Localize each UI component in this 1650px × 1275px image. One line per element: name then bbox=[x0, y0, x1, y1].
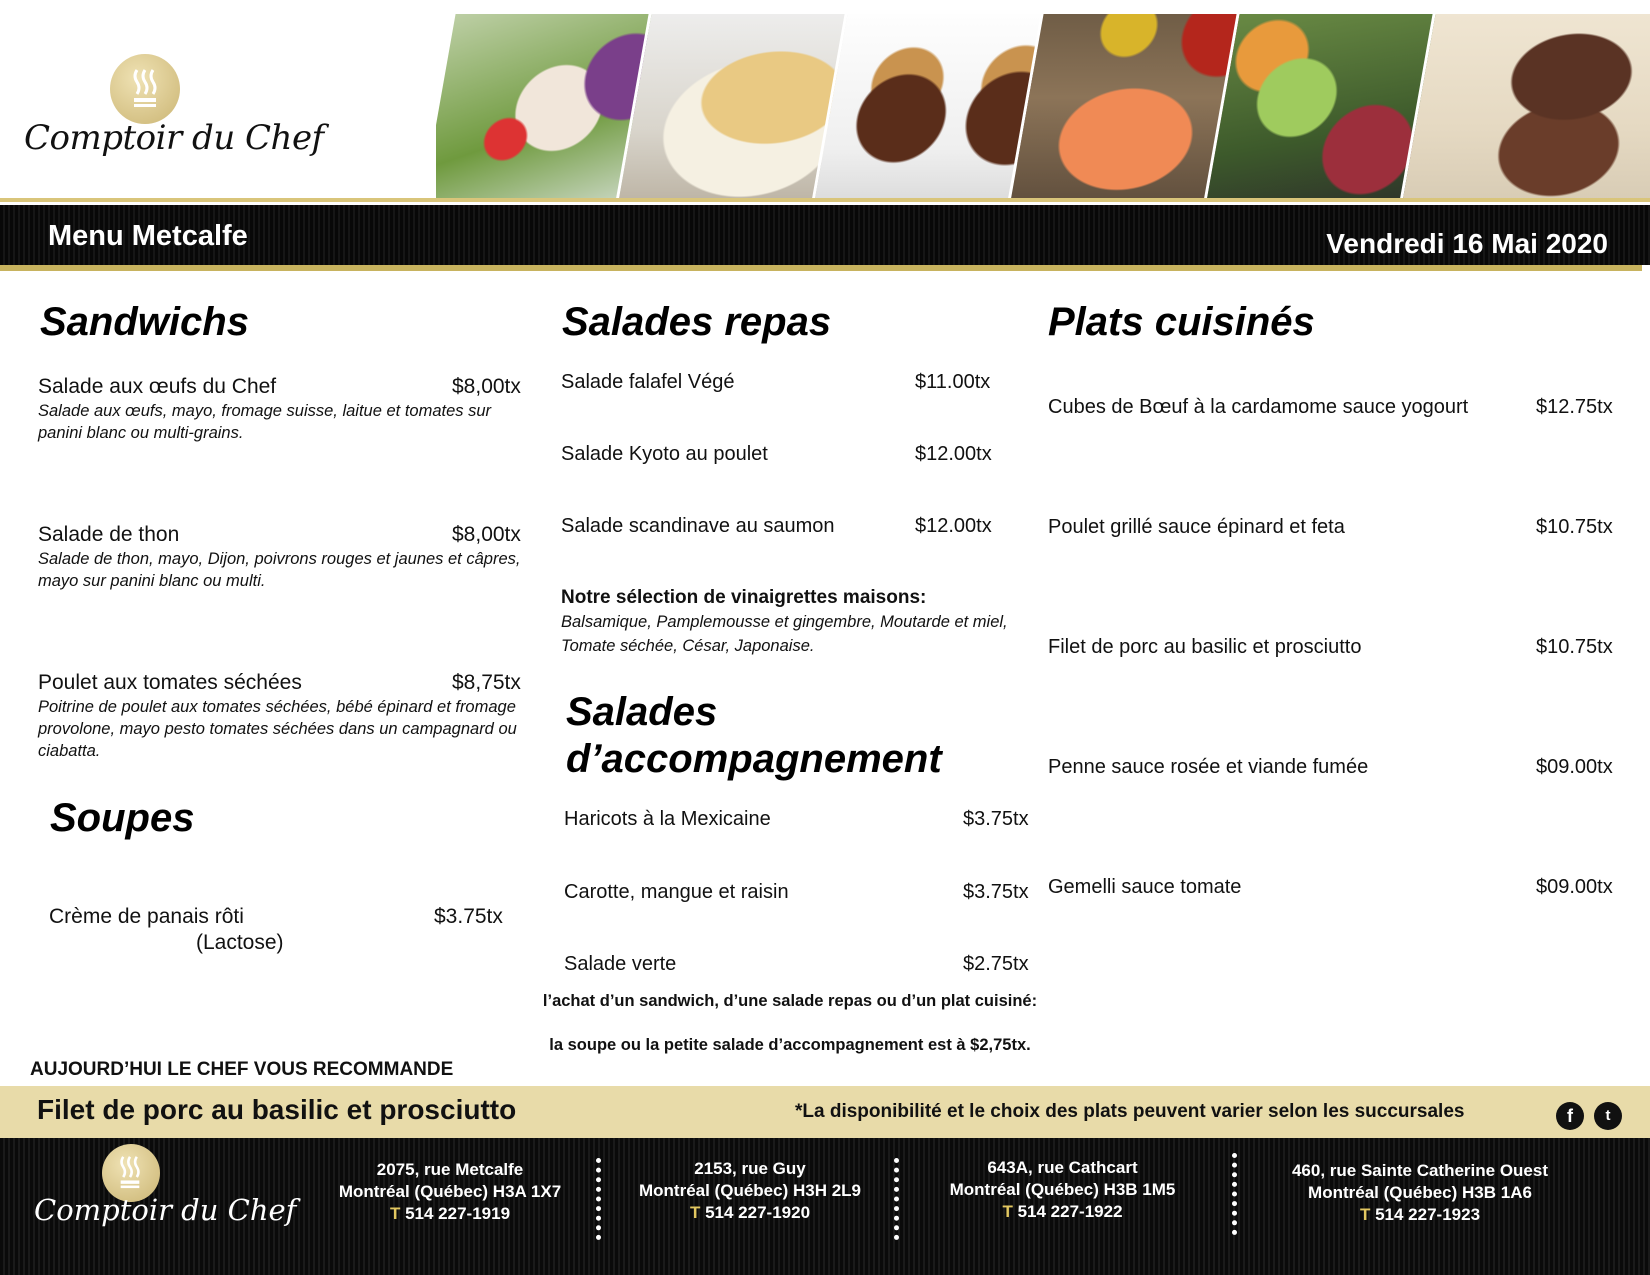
combo-note-price: la soupe ou la petite salade d’accompagnement est à $2,75tx. bbox=[549, 1036, 1031, 1054]
phone-label: T bbox=[689, 1203, 701, 1222]
menu-item-description: Salade aux œufs, mayo, fromage suisse, laitue et tomates sur panini blanc ou multi-grains. bbox=[38, 402, 492, 442]
location-street: 2153, rue Guy bbox=[694, 1159, 806, 1178]
menu-item-price: $12.75tx bbox=[1536, 396, 1613, 418]
location-phone[interactable]: 514 227-1920 bbox=[705, 1203, 811, 1222]
menu-item-price: $12.00tx bbox=[915, 515, 992, 537]
menu-item-name: Crème de panais rôti bbox=[49, 905, 244, 928]
menu-item-name: Gemelli sauce tomate bbox=[1048, 876, 1242, 898]
menu-item-name: Carotte, mangue et raisin bbox=[564, 881, 789, 903]
vinaigrettes-title: Notre sélection de vinaigrettes maisons: bbox=[561, 587, 927, 608]
divider bbox=[1232, 1153, 1241, 1235]
divider bbox=[0, 265, 1642, 271]
menu-item-price: $8,00tx bbox=[452, 523, 521, 546]
menu-item-name: Poulet aux tomates séchées bbox=[38, 671, 302, 694]
menu-item-price: $11.00tx bbox=[915, 371, 991, 393]
menu-item-note: (Lactose) bbox=[196, 931, 284, 954]
section-title-plats-cuisines: Plats cuisinés bbox=[1048, 300, 1315, 344]
menu-item-name: Salade falafel Végé bbox=[561, 371, 735, 393]
section-title-sandwichs: Sandwichs bbox=[40, 300, 249, 344]
menu-item-price: $10.75tx bbox=[1536, 636, 1613, 658]
section-title-salades-accompagnement-line2: d’accompagnement bbox=[566, 737, 942, 781]
location-city: Montréal (Québec) H3A 1X7 bbox=[338, 1182, 562, 1201]
location-phone[interactable]: 514 227-1919 bbox=[405, 1204, 511, 1223]
location-sainte-catherine bbox=[1260, 1160, 1580, 1226]
phone-label: T bbox=[389, 1204, 401, 1223]
menu-title: Menu Metcalfe bbox=[48, 220, 248, 252]
recommendation-label: AUJOURD’HUI LE CHEF VOUS RECOMMANDE bbox=[30, 1059, 454, 1080]
menu-item-name: Filet de porc au basilic et prosciutto bbox=[1048, 636, 1362, 658]
menu-item-price: $2.75tx bbox=[963, 953, 1029, 975]
divider bbox=[596, 1158, 605, 1240]
wrap-photo bbox=[1399, 14, 1650, 202]
brand-name: Comptoir du Chef bbox=[24, 118, 324, 158]
menu-item-name: Salade verte bbox=[564, 953, 677, 975]
menu-item-name: Salade scandinave au saumon bbox=[561, 515, 835, 537]
menu-item-price: $09.00tx bbox=[1536, 756, 1613, 778]
location-city: Montréal (Québec) H3B 1M5 bbox=[949, 1180, 1176, 1199]
location-cathcart bbox=[920, 1157, 1205, 1223]
location-street: 643A, rue Cathcart bbox=[987, 1158, 1138, 1177]
brand-logo bbox=[24, 48, 324, 168]
vinaigrettes-list: Balsamique, Pamplemousse et gingembre, Moutarde et miel, Tomate séchée, César, Japonaise. bbox=[561, 613, 1008, 655]
menu-item-description: Poitrine de poulet aux tomates séchées, bébé épinard et fromage provolone, mayo pesto tomates séchées dans un campagnard ou ciabatta. bbox=[38, 698, 517, 760]
menu-item-name: Salade Kyoto au poulet bbox=[561, 443, 768, 465]
availability-disclaimer: *La disponibilité et le choix des plats peuvent varier selon les succursales bbox=[795, 1101, 1465, 1122]
location-guy bbox=[610, 1158, 890, 1224]
menu-item-price: $3.75tx bbox=[963, 881, 1029, 903]
divider bbox=[0, 198, 1650, 202]
menu-item-name: Penne sauce rosée et viande fumée bbox=[1048, 756, 1369, 778]
menu-item-price: $8,75tx bbox=[452, 671, 521, 694]
menu-item-price: $3.75tx bbox=[434, 905, 503, 928]
location-phone[interactable]: 514 227-1922 bbox=[1017, 1202, 1123, 1221]
facebook-icon[interactable]: f bbox=[1556, 1102, 1584, 1130]
twitter-icon[interactable]: t bbox=[1594, 1102, 1622, 1130]
food-photo-strip bbox=[436, 14, 1650, 202]
menu-item-name: Salade de thon bbox=[38, 523, 180, 546]
menu-item-price: $8,00tx bbox=[452, 375, 521, 398]
recommended-dish: Filet de porc au basilic et prosciutto bbox=[37, 1094, 517, 1125]
phone-label: T bbox=[1002, 1202, 1013, 1221]
section-title-salades-repas: Salades repas bbox=[562, 300, 832, 344]
section-title-soupes: Soupes bbox=[50, 796, 195, 840]
menu-item-price: $09.00tx bbox=[1536, 876, 1613, 898]
menu-item-name: Cubes de Bœuf à la cardamome sauce yogourt bbox=[1048, 396, 1469, 418]
section-title-salades-accompagnement: Salades bbox=[566, 690, 718, 734]
footer-brand-name: Comptoir du Chef bbox=[34, 1193, 297, 1227]
location-metcalfe bbox=[310, 1159, 590, 1225]
menu-item-price: $12.00tx bbox=[915, 443, 992, 465]
menu-date: Vendredi 16 Mai 2020 bbox=[1326, 228, 1608, 259]
divider bbox=[894, 1158, 903, 1240]
chef-hat-icon bbox=[110, 54, 180, 124]
phone-label: T bbox=[1359, 1205, 1371, 1224]
menu-item-price: $10.75tx bbox=[1536, 516, 1613, 538]
location-phone[interactable]: 514 227-1923 bbox=[1375, 1205, 1481, 1224]
menu-item-name: Poulet grillé sauce épinard et feta bbox=[1048, 516, 1345, 538]
menu-item-description: Salade de thon, mayo, Dijon, poivrons rouges et jaunes et câpres, mayo sur panini blanc ou multi. bbox=[38, 550, 521, 590]
location-city: Montréal (Québec) H3H 2L9 bbox=[639, 1181, 861, 1200]
location-street: 460, rue Sainte Catherine Ouest bbox=[1291, 1161, 1549, 1180]
combo-note: l’achat d’un sandwich, d’une salade repas ou d’un plat cuisiné: bbox=[542, 992, 1038, 1010]
menu-item-name: Haricots à la Mexicaine bbox=[564, 808, 771, 830]
menu-item-name: Salade aux œufs du Chef bbox=[38, 375, 277, 398]
location-street: 2075, rue Metcalfe bbox=[376, 1160, 524, 1179]
location-city: Montréal (Québec) H3B 1A6 bbox=[1308, 1183, 1532, 1202]
menu-item-price: $3.75tx bbox=[963, 808, 1029, 830]
